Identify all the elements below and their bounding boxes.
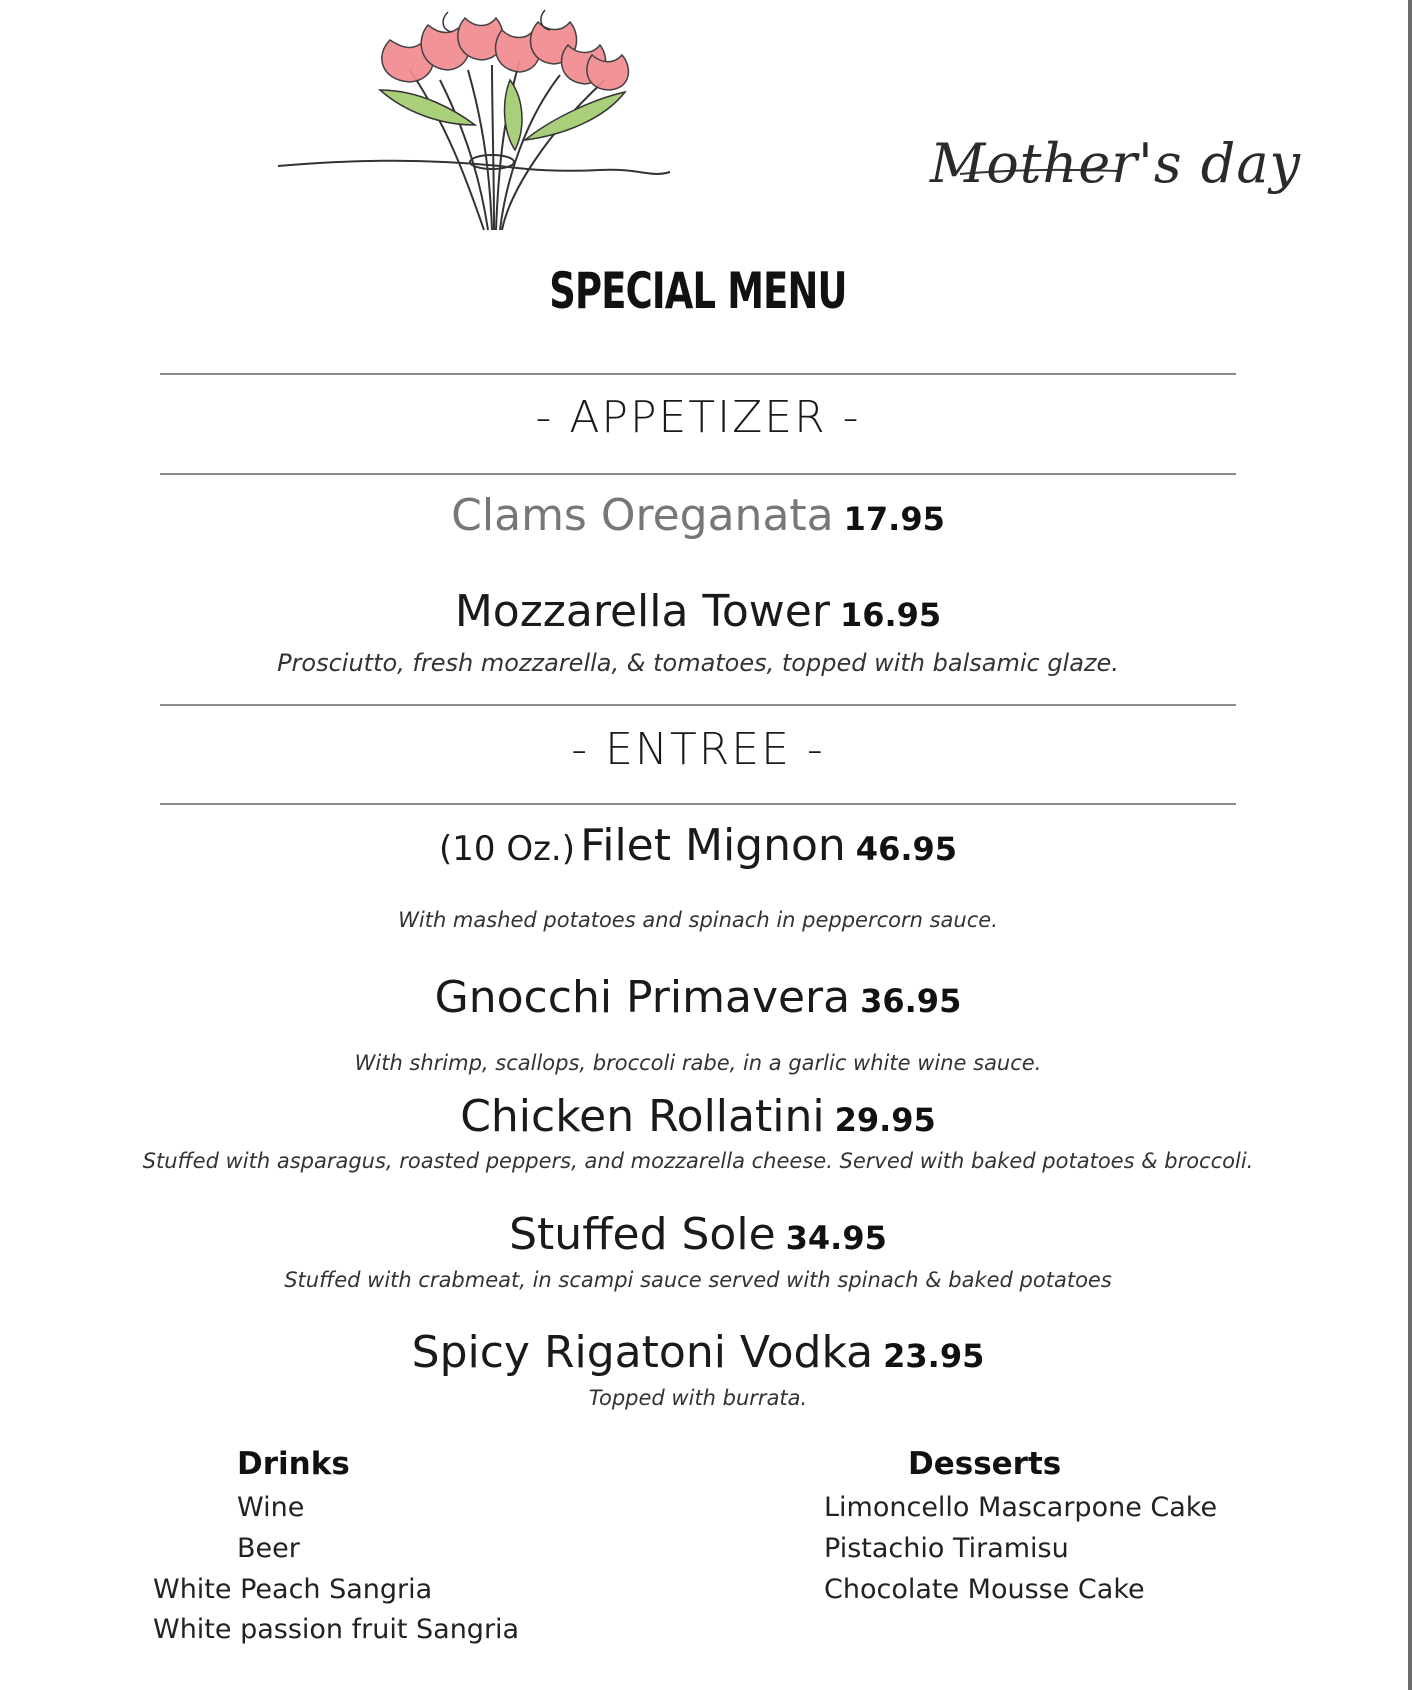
menu-item-name: Mozzarella Tower [454,586,830,637]
menu-item-name: Filet Mignon [580,820,846,871]
menu-item-clams-oreganata [0,490,1396,541]
drinks-heading: Drinks [237,1446,350,1482]
page-title: SPECIAL MENU [549,262,847,320]
menu-item-chicken-rollatini [0,1091,1396,1142]
drink-item: White Peach Sangria [153,1574,433,1605]
menu-item-description: With mashed potatoes and spinach in peppercorn sauce. [398,908,998,932]
desserts-heading: Desserts [908,1446,1062,1482]
menu-item-stuffed-sole [0,1209,1396,1260]
menu-item-name: Clams Oreganata [451,490,834,541]
drink-item: White passion fruit Sangria [153,1614,520,1645]
logo-script-text: Mother's day [930,132,1302,195]
section-heading-appetizer: - APPETIZER - [535,392,861,443]
menu-item-description: Topped with burrata. [588,1386,808,1410]
page-edge [1408,0,1412,1690]
dessert-item: Pistachio Tiramisu [824,1533,1069,1564]
drink-item: Wine [237,1492,305,1523]
menu-item-name: Chicken Rollatini [460,1091,825,1142]
divider [160,473,1236,475]
menu-item-description: Stuffed with crabmeat, in scampi sauce served with spinach & baked potatoes [284,1268,1112,1292]
menu-item-price: 34.95 [785,1219,887,1257]
divider [160,803,1236,805]
menu-item-name: Gnocchi Primavera [434,972,851,1023]
menu-item-gnocchi-primavera [0,972,1396,1023]
menu-item-mozzarella-tower [0,586,1396,637]
menu-item-price: 29.95 [834,1101,936,1139]
dessert-item: Limoncello Mascarpone Cake [824,1492,1218,1523]
tulip-bouquet-icon [270,0,1302,240]
menu-item-portion: (10 Oz.) [438,829,576,869]
menu-item-price: 36.95 [860,982,962,1020]
dessert-item: Chocolate Mousse Cake [824,1574,1145,1605]
menu-item-filet-mignon [0,820,1396,871]
menu-item-name: Stuffed Sole [509,1209,776,1260]
menu-item-price: 23.95 [883,1337,985,1375]
menu-item-name: Spicy Rigatoni Vodka [411,1327,874,1378]
menu-item-price: 17.95 [843,500,945,538]
menu-item-description: Prosciutto, fresh mozzarella, & tomatoes, topped with balsamic glaze. [277,649,1119,677]
menu-item-price: 46.95 [855,830,958,868]
menu-item-price: 16.95 [839,596,942,634]
menu-item-description: Stuffed with asparagus, roasted peppers, and mozzarella cheese. Served with baked potatoes & broccoli. [142,1149,1254,1173]
divider [160,373,1236,375]
section-heading-entree: - ENTREE - [571,724,825,775]
divider [160,704,1236,706]
drink-item: Beer [237,1533,300,1564]
menu-item-spicy-rigatoni-vodka [0,1327,1396,1378]
menu-item-description: With shrimp, scallops, broccoli rabe, in a garlic white wine sauce. [354,1051,1042,1075]
